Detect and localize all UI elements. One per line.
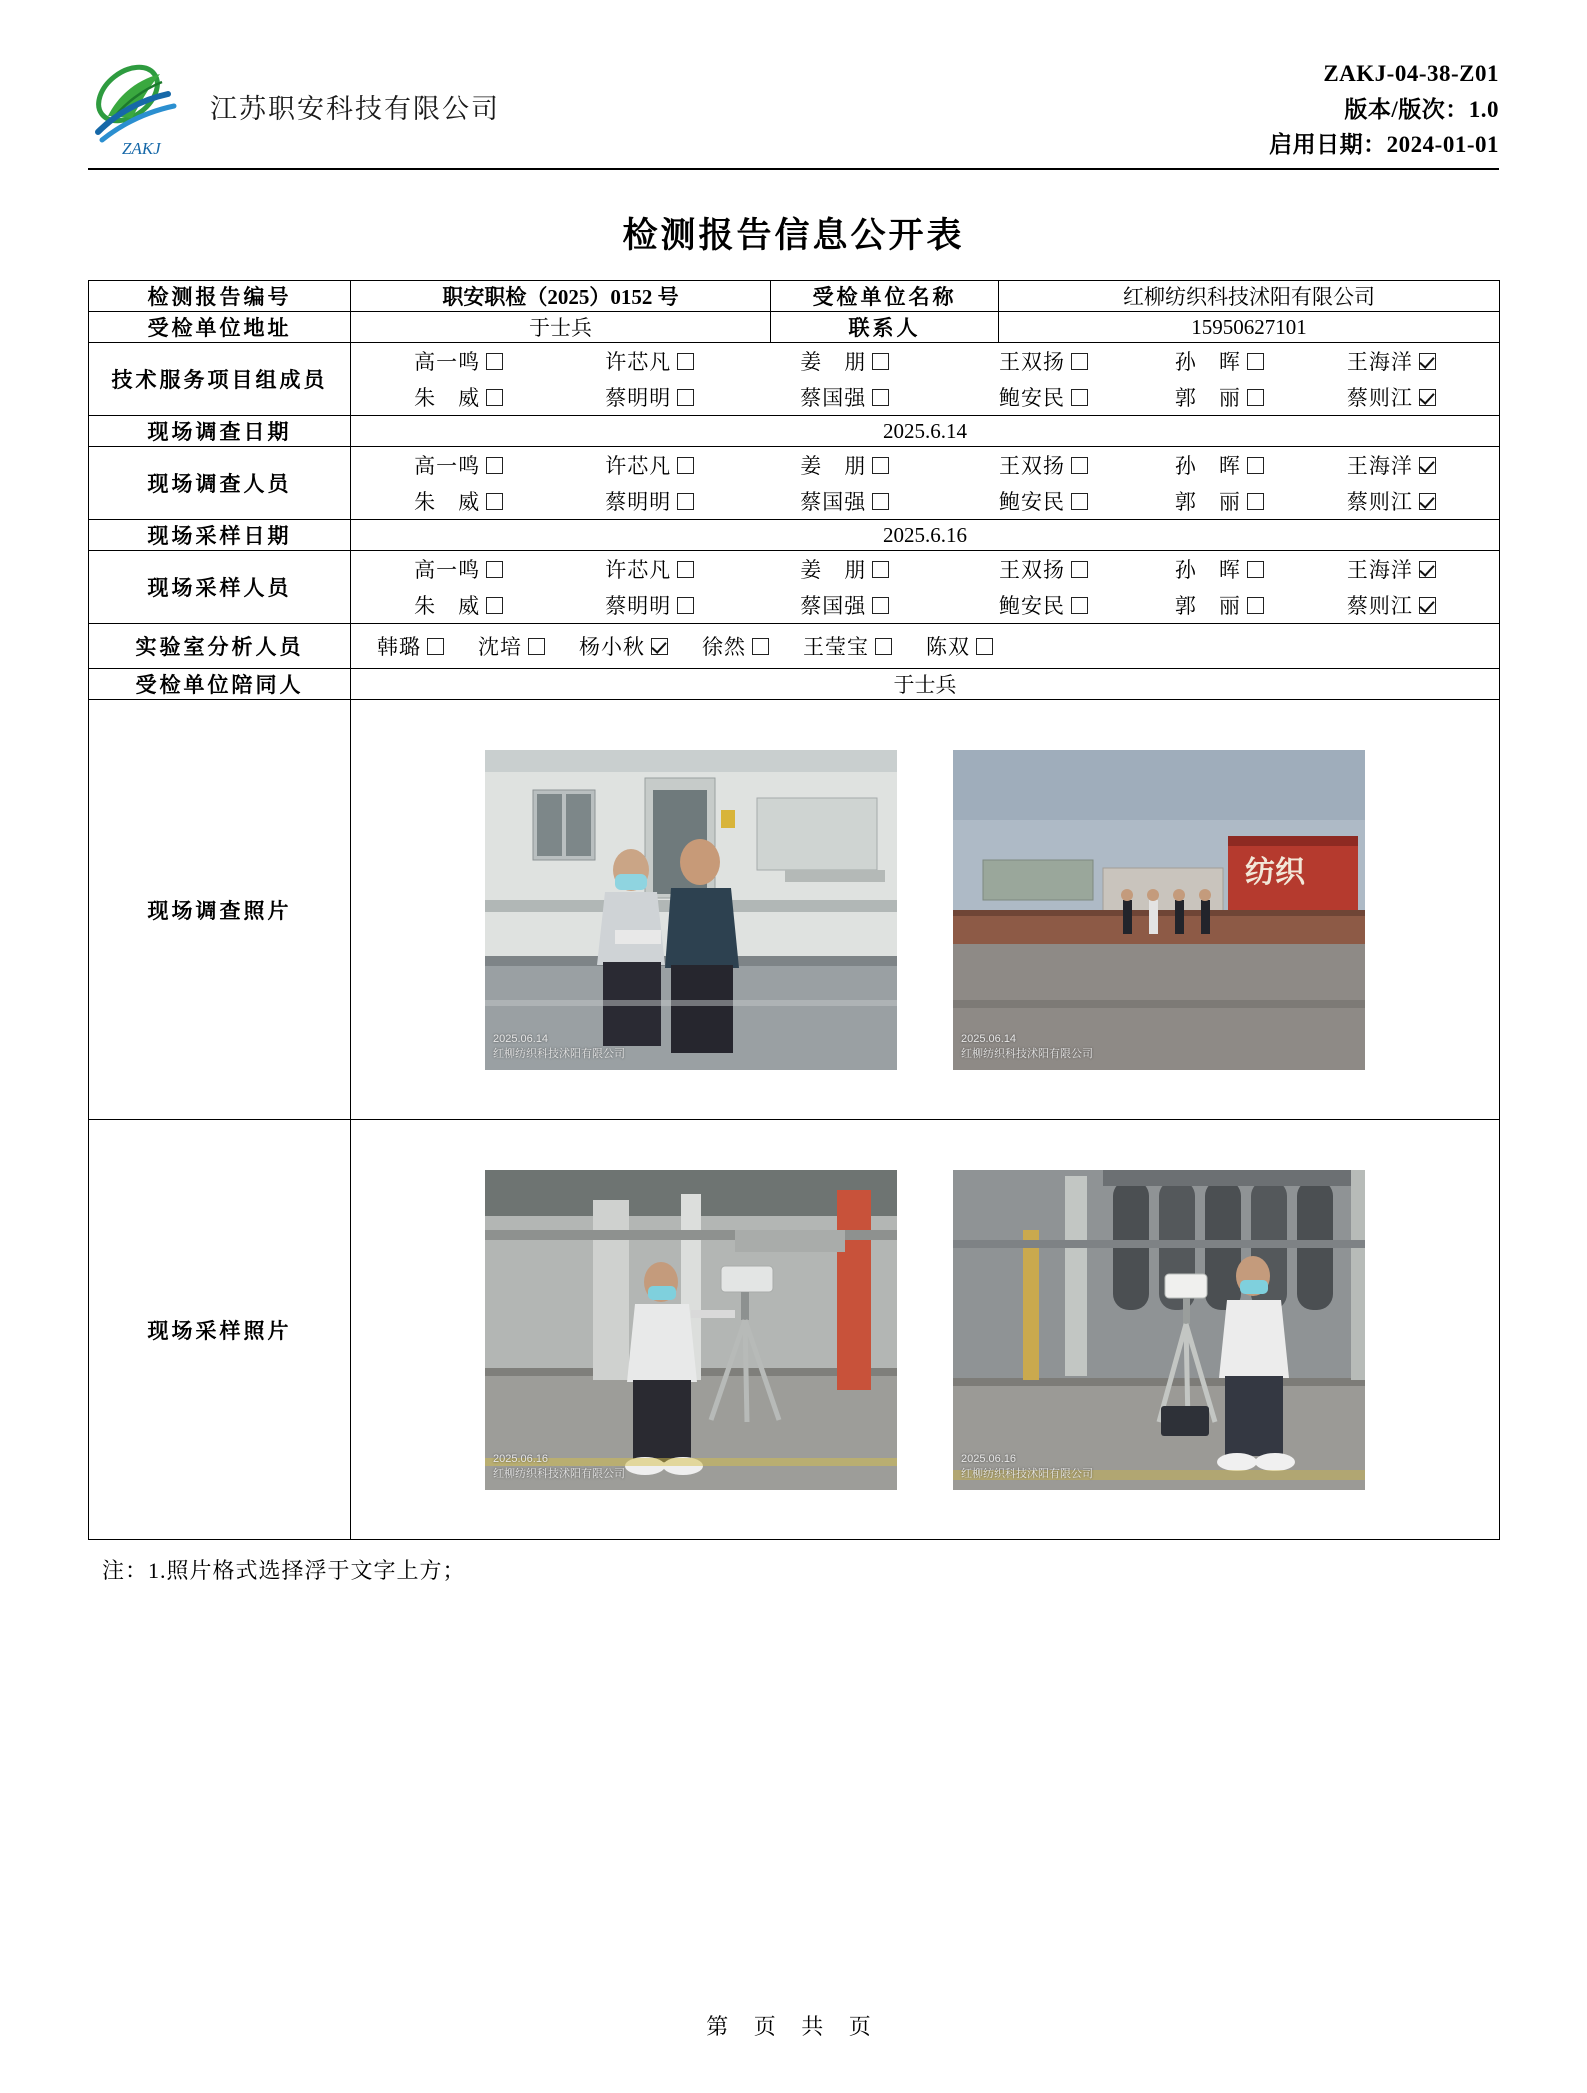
checkbox-item[interactable]: 朱 威 bbox=[363, 486, 554, 516]
address-value: 于士兵 bbox=[351, 312, 771, 343]
checkbox[interactable] bbox=[872, 493, 889, 510]
checkbox-item[interactable]: 高一鸣 bbox=[363, 450, 554, 480]
survey-photo-2 bbox=[953, 750, 1365, 1070]
table-row-survey-date bbox=[89, 416, 1500, 447]
sampling-row-1 bbox=[351, 551, 1499, 587]
report-info-table bbox=[88, 280, 1500, 1540]
table-row-sampling-photos bbox=[89, 1120, 1500, 1540]
table-row-survey-photos bbox=[89, 700, 1500, 1120]
checkbox[interactable] bbox=[1419, 597, 1436, 614]
sampling-row-2 bbox=[351, 587, 1499, 623]
footnote: 注：1.照片格式选择浮于文字上方； bbox=[102, 1558, 466, 1583]
table-row-lab-staff bbox=[89, 624, 1500, 669]
checkbox-item[interactable]: 郭 丽 bbox=[1143, 486, 1296, 516]
header-branding bbox=[88, 40, 500, 158]
photo-stamp-text: 红柳纺织科技沭阳有限公司 bbox=[961, 1047, 1093, 1060]
table-row-address bbox=[89, 312, 1500, 343]
checkbox-item[interactable]: 朱 威 bbox=[363, 590, 554, 620]
table-row-report-no bbox=[89, 281, 1500, 312]
checkbox-item[interactable]: 孙 晖 bbox=[1143, 554, 1296, 584]
survey-row-1 bbox=[351, 447, 1499, 483]
sampling-date-label: 现场采样日期 bbox=[89, 520, 351, 551]
photo-stamp-text: 红柳纺织科技沭阳有限公司 bbox=[493, 1047, 625, 1060]
checkbox-item[interactable]: 王双扬 bbox=[944, 346, 1143, 376]
table-row-sampling-date bbox=[89, 520, 1500, 551]
checkbox[interactable] bbox=[872, 353, 889, 370]
checkbox[interactable] bbox=[875, 638, 892, 655]
checkbox[interactable] bbox=[427, 638, 444, 655]
report-no-label: 检测报告编号 bbox=[89, 281, 351, 312]
checkbox-item[interactable]: 郭 丽 bbox=[1143, 382, 1296, 412]
team-member-list bbox=[351, 343, 1500, 416]
checkbox-item[interactable]: 蔡明明 bbox=[554, 382, 745, 412]
company-name: 江苏职安科技有限公司 bbox=[210, 93, 500, 124]
photo-stamp-text: 红柳纺织科技沭阳有限公司 bbox=[493, 1467, 625, 1480]
checkbox-item[interactable]: 蔡则江 bbox=[1296, 590, 1487, 620]
checkbox-item[interactable]: 孙 晖 bbox=[1143, 346, 1296, 376]
checkbox[interactable] bbox=[1071, 457, 1088, 474]
table-row-survey-staff bbox=[89, 447, 1500, 520]
checkbox-item[interactable]: 韩璐 bbox=[377, 631, 444, 661]
checkbox-item[interactable]: 王双扬 bbox=[944, 450, 1143, 480]
checkbox[interactable] bbox=[1419, 493, 1436, 510]
checkbox[interactable] bbox=[677, 493, 694, 510]
checkbox-item[interactable]: 王海洋 bbox=[1296, 346, 1487, 376]
checkbox-item[interactable]: 朱 威 bbox=[363, 382, 554, 412]
checkbox[interactable] bbox=[1419, 389, 1436, 406]
checkbox[interactable] bbox=[677, 457, 694, 474]
checkbox[interactable] bbox=[486, 561, 503, 578]
doc-code: ZAKJ-04-38-Z01 bbox=[1323, 61, 1499, 86]
checkbox[interactable] bbox=[486, 457, 503, 474]
checkbox-item[interactable]: 王海洋 bbox=[1296, 554, 1487, 584]
photo-stamp-date: 2025.06.14 bbox=[493, 1032, 549, 1045]
checkbox[interactable] bbox=[1071, 597, 1088, 614]
checkbox[interactable] bbox=[1247, 597, 1264, 614]
client-label: 受检单位名称 bbox=[771, 281, 999, 312]
sampling-photo-1 bbox=[485, 1170, 897, 1490]
checkbox[interactable] bbox=[677, 597, 694, 614]
table-row-escort bbox=[89, 669, 1500, 700]
document-header bbox=[88, 40, 1499, 170]
checkbox[interactable] bbox=[486, 389, 503, 406]
checkbox-item[interactable]: 许芯凡 bbox=[554, 554, 745, 584]
team-label: 技术服务项目组成员 bbox=[89, 343, 351, 416]
checkbox-item[interactable]: 蔡国强 bbox=[745, 382, 944, 412]
svg-text:纺织: 纺织 bbox=[1245, 855, 1305, 889]
survey-photo-1 bbox=[485, 750, 897, 1070]
photo-stamp-text: 红柳纺织科技沭阳有限公司 bbox=[961, 1467, 1093, 1480]
survey-photo-cell bbox=[351, 700, 1500, 1120]
checkbox[interactable] bbox=[1247, 353, 1264, 370]
header-meta bbox=[1269, 40, 1499, 163]
checkbox-item[interactable]: 徐然 bbox=[702, 631, 769, 661]
checkbox-item[interactable]: 姜 朋 bbox=[745, 554, 944, 584]
checkbox[interactable] bbox=[1247, 561, 1264, 578]
checkbox-item[interactable]: 蔡明明 bbox=[554, 590, 745, 620]
survey-date-label: 现场调查日期 bbox=[89, 416, 351, 447]
photo-stamp-date: 2025.06.16 bbox=[961, 1452, 1017, 1465]
lab-staff-list bbox=[351, 624, 1500, 669]
checkbox-item[interactable]: 郭 丽 bbox=[1143, 590, 1296, 620]
team-row-1 bbox=[351, 343, 1499, 379]
checkbox-item[interactable]: 蔡国强 bbox=[745, 486, 944, 516]
checkbox[interactable] bbox=[486, 353, 503, 370]
checkbox-item[interactable]: 鲍安民 bbox=[944, 486, 1143, 516]
sampling-photo-2 bbox=[953, 1170, 1365, 1490]
checkbox[interactable] bbox=[651, 638, 668, 655]
checkbox-item[interactable]: 高一鸣 bbox=[363, 346, 554, 376]
checkbox-item[interactable]: 蔡则江 bbox=[1296, 486, 1487, 516]
survey-staff-list bbox=[351, 447, 1500, 520]
checkbox[interactable] bbox=[1419, 457, 1436, 474]
survey-row-2 bbox=[351, 483, 1499, 519]
checkbox-item[interactable]: 陈双 bbox=[926, 631, 993, 661]
page-number: 第 页 共 页 bbox=[706, 2014, 881, 2039]
checkbox-item[interactable]: 王双扬 bbox=[944, 554, 1143, 584]
checkbox[interactable] bbox=[1071, 389, 1088, 406]
survey-date-value: 2025.6.14 bbox=[351, 416, 1500, 447]
table-row-sampling-staff bbox=[89, 551, 1500, 624]
checkbox[interactable] bbox=[1071, 561, 1088, 578]
checkbox[interactable] bbox=[677, 353, 694, 370]
address-label: 受检单位地址 bbox=[89, 312, 351, 343]
checkbox-item[interactable]: 鲍安民 bbox=[944, 382, 1143, 412]
checkbox-item[interactable]: 蔡国强 bbox=[745, 590, 944, 620]
checkbox[interactable] bbox=[1247, 493, 1264, 510]
table-row-team bbox=[89, 343, 1500, 416]
team-row-2 bbox=[351, 379, 1499, 415]
page-title: 检测报告信息公开表 bbox=[622, 216, 965, 255]
checkbox-item[interactable]: 孙 晖 bbox=[1143, 450, 1296, 480]
checkbox[interactable] bbox=[1419, 353, 1436, 370]
checkbox[interactable] bbox=[872, 457, 889, 474]
doc-version: 版本/版次：1.0 bbox=[1344, 96, 1499, 122]
checkbox-item[interactable]: 沈培 bbox=[478, 631, 545, 661]
checkbox[interactable] bbox=[486, 597, 503, 614]
checkbox-item[interactable]: 鲍安民 bbox=[944, 590, 1143, 620]
checkbox[interactable] bbox=[1247, 457, 1264, 474]
checkbox-item[interactable]: 许芯凡 bbox=[554, 346, 745, 376]
photo-stamp-date: 2025.06.16 bbox=[493, 1452, 549, 1465]
doc-effective-date: 启用日期：2024-01-01 bbox=[1269, 132, 1499, 158]
report-no-value: 职安职检（2025）0152 号 bbox=[351, 281, 771, 312]
lab-staff-label: 实验室分析人员 bbox=[89, 624, 351, 669]
sampling-date-value: 2025.6.16 bbox=[351, 520, 1500, 551]
company-logo-icon bbox=[88, 54, 192, 158]
checkbox[interactable] bbox=[1071, 353, 1088, 370]
checkbox-item[interactable]: 姜 朋 bbox=[745, 450, 944, 480]
checkbox[interactable] bbox=[486, 493, 503, 510]
checkbox-item[interactable]: 高一鸣 bbox=[363, 554, 554, 584]
checkbox[interactable] bbox=[1071, 493, 1088, 510]
checkbox[interactable] bbox=[1247, 389, 1264, 406]
svg-text:ZAKJ: ZAKJ bbox=[122, 139, 161, 158]
sampling-staff-list bbox=[351, 551, 1500, 624]
escort-label: 受检单位陪同人 bbox=[89, 669, 351, 700]
checkbox[interactable] bbox=[677, 389, 694, 406]
sampling-photo-label: 现场采样照片 bbox=[89, 1120, 351, 1540]
checkbox[interactable] bbox=[872, 389, 889, 406]
checkbox-item[interactable]: 姜 朋 bbox=[745, 346, 944, 376]
photo-stamp-date: 2025.06.14 bbox=[961, 1032, 1017, 1045]
checkbox[interactable] bbox=[872, 561, 889, 578]
escort-value: 于士兵 bbox=[351, 669, 1500, 700]
checkbox-item[interactable]: 王莹宝 bbox=[803, 631, 892, 661]
checkbox-item[interactable]: 许芯凡 bbox=[554, 450, 745, 480]
checkbox[interactable] bbox=[677, 561, 694, 578]
survey-staff-label: 现场调查人员 bbox=[89, 447, 351, 520]
checkbox[interactable] bbox=[1419, 561, 1436, 578]
checkbox-item[interactable]: 蔡则江 bbox=[1296, 382, 1487, 412]
checkbox[interactable] bbox=[872, 597, 889, 614]
checkbox[interactable] bbox=[752, 638, 769, 655]
checkbox[interactable] bbox=[976, 638, 993, 655]
sampling-staff-label: 现场采样人员 bbox=[89, 551, 351, 624]
checkbox-item[interactable]: 杨小秋 bbox=[579, 631, 668, 661]
sampling-photo-cell bbox=[351, 1120, 1500, 1540]
checkbox[interactable] bbox=[528, 638, 545, 655]
checkbox-item[interactable]: 王海洋 bbox=[1296, 450, 1487, 480]
contact-label: 联系人 bbox=[771, 312, 999, 343]
contact-value: 15950627101 bbox=[999, 312, 1500, 343]
client-value: 红柳纺织科技沭阳有限公司 bbox=[999, 281, 1500, 312]
checkbox-item[interactable]: 蔡明明 bbox=[554, 486, 745, 516]
survey-photo-label: 现场调查照片 bbox=[89, 700, 351, 1120]
